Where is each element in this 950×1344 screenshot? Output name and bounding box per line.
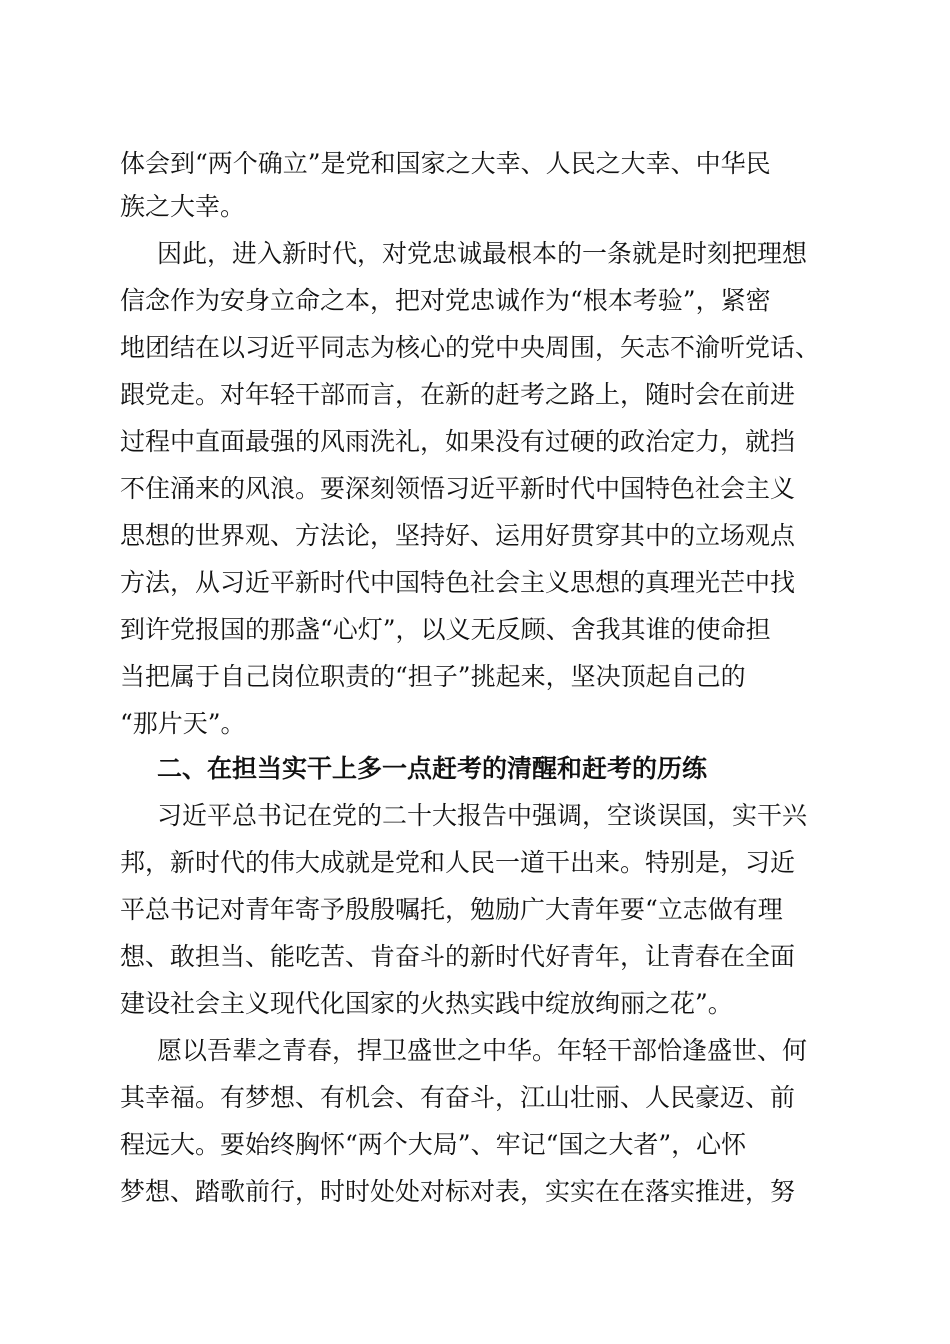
body-line: 思想的世界观、方法论，坚持好、运用好贯穿其中的立场观点 (120, 521, 796, 550)
section-heading: 二、在担当实干上多一点赶考的清醒和赶考的历练 (157, 754, 708, 783)
body-line: 不住涌来的风浪。要深刻领悟习近平新时代中国特色社会主义 (120, 474, 796, 503)
body-line: 邦，新时代的伟大成就是党和人民一道干出来。特别是，习近 (120, 848, 796, 877)
body-line: 过程中直面最强的风雨洗礼，如果没有过硬的政治定力，就挡 (120, 427, 796, 456)
body-line: 跟党走。对年轻干部而言，在新的赶考之路上，随时会在前进 (120, 380, 796, 409)
body-line: 族之大幸。 (120, 192, 246, 221)
body-line: 地团结在以习近平同志为核心的党中央周围，矢志不渝听党话、 (120, 333, 821, 362)
body-line: 建设社会主义现代化国家的火热实践中绽放绚丽之花”。 (120, 989, 733, 1018)
body-line: 想、敢担当、能吃苦、肯奋斗的新时代好青年，让青春在全面 (120, 942, 796, 971)
paragraph-first-line: 愿以吾辈之青春，捍卫盛世之中华。年轻干部恰逢盛世、何 (157, 1036, 808, 1065)
body-line: 其幸福。有梦想、有机会、有奋斗，江山壮丽、人民豪迈、前 (120, 1083, 796, 1112)
paragraph-first-line: 习近平总书记在党的二十大报告中强调，空谈误国，实干兴 (157, 801, 808, 830)
body-line: 梦想、踏歌前行，时时处处对标对表，实实在在落实推进，努 (120, 1177, 796, 1206)
body-line: 方法，从习近平新时代中国特色社会主义思想的真理光芒中找 (120, 568, 796, 597)
body-line: 当把属于自己岗位职责的“担子”挑起来，坚决顶起自己的 (120, 662, 746, 691)
body-line: 体会到“两个确立”是党和国家之大幸、人民之大幸、中华民 (120, 149, 771, 178)
body-line: 信念作为安身立命之本，把对党忠诚作为“根本考验”，紧密 (120, 286, 771, 315)
body-line: 平总书记对青年寄予殷殷嘱托，勉励广大青年要“立志做有理 (120, 895, 783, 924)
body-line: “那片天”。 (120, 709, 246, 738)
body-line: 程远大。要始终胸怀“两个大局”、牢记“国之大者”，心怀 (120, 1130, 747, 1159)
body-line: 到许党报国的那盏“心灯”，以义无反顾、舍我其谁的使命担 (120, 615, 771, 644)
paragraph-first-line: 因此，进入新时代，对党忠诚最根本的一条就是时刻把理想 (157, 239, 808, 268)
